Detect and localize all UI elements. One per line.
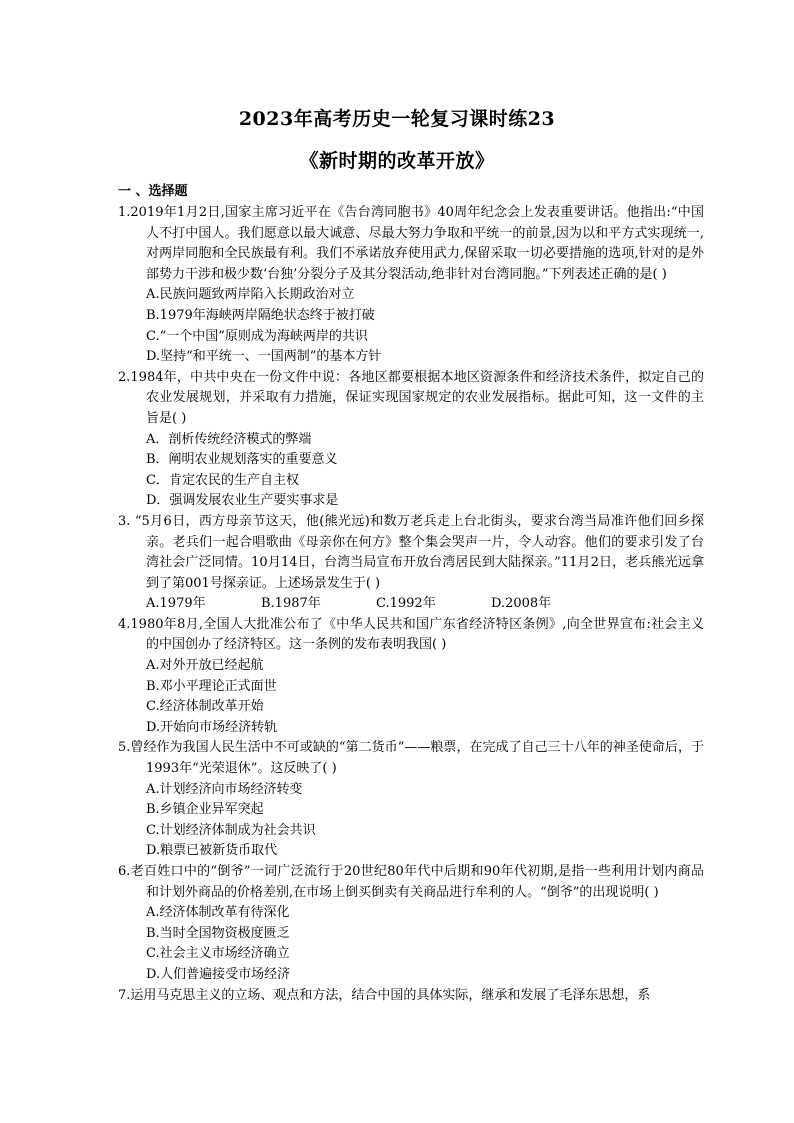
option-a: A.对外开放已经起航	[146, 658, 264, 674]
options-row	[118, 594, 704, 615]
option-a: A.民族问题致两岸陷入长期政治对立	[146, 287, 355, 303]
question-stem: 5.曾经作为我国人民生活中不可或缺的“第二货币”——粮票，在完成了自己三十八年的神圣使命后，于1993年“光荣退休”。这反映了( )	[118, 740, 704, 777]
document-subtitle: 《新时期的改革开放》	[299, 150, 495, 172]
section-heading: 一 、选择题	[118, 184, 188, 199]
option-d: D.开始向市场经济转轨	[146, 719, 278, 735]
question-5	[118, 738, 704, 862]
option-d: D.人们普遍接受市场经济	[146, 966, 291, 982]
question-stem: 7.运用马克思主义的立场、观点和方法，结合中国的具体实际，继承和发展了毛泽东思想，系	[118, 987, 651, 1003]
option-d: D.坚持“和平统一、一国两制”的基本方针	[146, 349, 382, 365]
option-c: C.社会主义市场经济确立	[146, 946, 290, 962]
question-stem: 4.1980年8月,全国人大批准公布了《中华人民共和国广东省经济特区条例》,向全世界宣布:社会主义的中国创办了经济特区。这一条例的发布表明我国( )	[118, 616, 704, 653]
option-b: B.当时全国物资极度匮乏	[146, 925, 290, 941]
option-d: D．强调发展农业生产要实事求是	[146, 493, 339, 509]
option-a: A.经济体制改革有待深化	[146, 905, 290, 921]
option-b: B.1979年海峡两岸隔绝状态终于被打破	[146, 307, 375, 323]
question-stem: 3. “5月6日，西方母亲节这天，他(熊光远)和数万老兵走上台北街头，要求台湾当局准许他们回乡探亲。老兵们一起合唱歌曲《母亲你在何方》整个集会哭声一片，令人动容。他们的要求引发了台湾社会广泛同情。10月14日，台湾当局宣布开放台湾居民到大陆探亲。”11月2日，老兵熊光远拿到了第001号探亲证。上述场景发生于( )	[118, 513, 704, 591]
option-b: B.1987年	[261, 596, 321, 612]
option-a: A.1979年	[146, 596, 206, 612]
option-d: D.粮票已被新货币取代	[146, 843, 278, 859]
option-c: C．肯定农民的生产自主权	[146, 472, 299, 488]
question-3	[118, 512, 704, 615]
option-c: C.1992年	[376, 596, 436, 612]
question-stem: 2.1984年，中共中央在一份文件中说：各地区都要根据本地区资源条件和经济技术条件，拟定自己的农业发展规划，并采取有力措施，保证实现国家规定的农业发展指标。据此可知，这一文件的主旨是( )	[118, 369, 704, 426]
option-b: B．阐明农业规划落实的重要意义	[146, 452, 338, 468]
question-stem: 1.2019年1月2日,国家主席习近平在《告台湾同胞书》40周年纪念会上发表重要讲话。他指出:“中国人不打中国人。我们愿意以最大诚意、尽最大努力争取和平统一的前景,因为以和平方式实现统一,对两岸同胞和全民族最有利。我们不承诺放弃使用武力,保留采取一切必要措施的选项,针对的是外部势力干涉和极少数‘台独’分裂分子及其分裂活动,绝非针对台湾同胞。”下列表述正确的是( )	[118, 205, 704, 282]
option-a: A．剖析传统经济模式的弊端	[146, 431, 312, 447]
question-1	[118, 203, 704, 368]
question-4	[118, 615, 704, 739]
option-c: C.经济体制改革开始	[146, 699, 264, 715]
question-stem: 6.老百姓口中的“倒爷”一词广泛流行于20世纪80年代中后期和90年代初期,是指一些利用计划内商品和计划外商品的价格差别,在市场上倒买倒卖有关商品进行牟利的人。“倒爷”的出现说明( )	[118, 864, 704, 900]
option-d: D.2008年	[491, 596, 552, 612]
question-2	[118, 368, 704, 512]
option-b: B.乡镇企业异军突起	[146, 802, 264, 818]
option-a: A.计划经济向市场经济转变	[146, 781, 303, 797]
option-b: B.邓小平理论正式面世	[146, 678, 277, 694]
question-6	[118, 862, 704, 986]
question-7	[118, 986, 704, 1007]
option-c: C.“一个中国”原则成为海峡两岸的共识	[146, 328, 368, 344]
document-title: 2023年高考历史一轮复习课时练23	[238, 108, 556, 130]
option-c: C.计划经济体制成为社会共识	[146, 822, 316, 838]
question-list	[118, 203, 704, 1006]
